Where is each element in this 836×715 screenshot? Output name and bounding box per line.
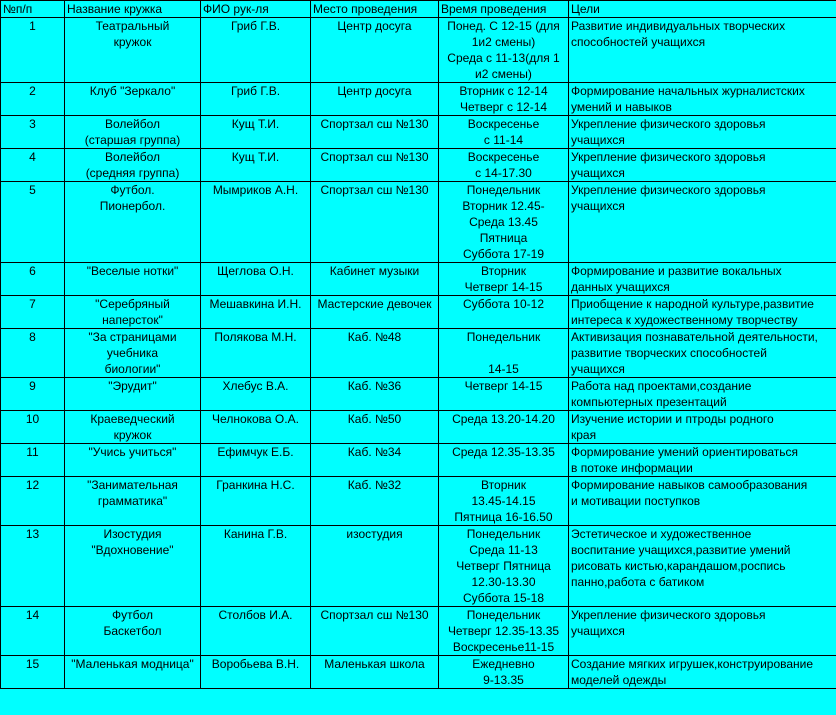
row-number: 6 — [1, 263, 65, 296]
leader-cell: Столбов И.А. — [201, 607, 311, 656]
row-number: 15 — [1, 656, 65, 689]
table-row — [1, 378, 836, 411]
leader-cell: Кущ Т.И. — [201, 116, 311, 149]
row-number: 1 — [1, 18, 65, 83]
table-row — [1, 182, 836, 263]
place-cell: Спортзал сш №130 — [311, 116, 439, 149]
place-cell: Маленькая школа — [311, 656, 439, 689]
club-name-cell: "Занимательная грамматика" — [65, 477, 201, 526]
table-row — [1, 263, 836, 296]
club-name-cell: "Эрудит" — [65, 378, 201, 411]
leader-cell: Канина Г.В. — [201, 526, 311, 607]
row-number: 7 — [1, 296, 65, 329]
header-row — [1, 1, 836, 18]
header-time: Время проведения — [439, 1, 569, 18]
goal-cell: Укрепление физического здоровья учащихся — [569, 149, 836, 182]
header-leader: ФИО рук-ля — [201, 1, 311, 18]
time-cell: Понед. С 12-15 (для 1и2 смены) Среда с 11-13(для 1 и2 смены) — [439, 18, 569, 83]
time-cell: Вторник Четверг 14-15 — [439, 263, 569, 296]
place-cell: изостудия — [311, 526, 439, 607]
club-name-cell: Волейбол (старшая группа) — [65, 116, 201, 149]
goal-cell: Формирование навыков самообразования и мотивации поступков — [569, 477, 836, 526]
goal-cell: Развитие индивидуальных творческих способностей учащихся — [569, 18, 836, 83]
club-name-cell: "Веселые нотки" — [65, 263, 201, 296]
time-cell: Четверг 14-15 — [439, 378, 569, 411]
club-name-cell: "За страницами учебника биологии" — [65, 329, 201, 378]
leader-cell: Гранкина Н.С. — [201, 477, 311, 526]
time-cell: Суббота 10-12 — [439, 296, 569, 329]
row-number: 12 — [1, 477, 65, 526]
goal-cell: Активизация познавательной деятельности, развитие творческих способностей учащихся — [569, 329, 836, 378]
time-cell: Вторник 13.45-14.15 Пятница 16-16.50 — [439, 477, 569, 526]
row-number: 10 — [1, 411, 65, 444]
table-row — [1, 329, 836, 378]
time-cell: Воскресенье с 14-17.30 — [439, 149, 569, 182]
header-place: Место проведения — [311, 1, 439, 18]
club-name-cell: Футбол. Пионербол. — [65, 182, 201, 263]
goal-cell: Формирование и развитие вокальных данных учащихся — [569, 263, 836, 296]
club-name-cell: Волейбол (средняя группа) — [65, 149, 201, 182]
table-row — [1, 83, 836, 116]
goal-cell: Создание мягких игрушек,конструирование моделей одежды — [569, 656, 836, 689]
place-cell: Каб. №36 — [311, 378, 439, 411]
table-row — [1, 656, 836, 689]
row-number: 11 — [1, 444, 65, 477]
club-name-cell: Футбол Баскетбол — [65, 607, 201, 656]
place-cell: Мастерские девочек — [311, 296, 439, 329]
leader-cell: Челнокова О.А. — [201, 411, 311, 444]
row-number: 8 — [1, 329, 65, 378]
goal-cell: Укрепление физического здоровья учащихся — [569, 607, 836, 656]
leader-cell: Гриб Г.В. — [201, 18, 311, 83]
goal-cell: Изучение истории и птроды родного края — [569, 411, 836, 444]
place-cell: Центр досуга — [311, 83, 439, 116]
leader-cell: Воробьева В.Н. — [201, 656, 311, 689]
club-name-cell: "Серебряный наперсток" — [65, 296, 201, 329]
time-cell: Понедельник Вторник 12.45- Среда 13.45 Пятница Суббота 17-19 — [439, 182, 569, 263]
time-cell: Вторник с 12-14 Четверг с 12-14 — [439, 83, 569, 116]
place-cell: Каб. №50 — [311, 411, 439, 444]
club-name-cell: Театральный кружок — [65, 18, 201, 83]
time-cell: Воскресенье с 11-14 — [439, 116, 569, 149]
place-cell: Каб. №34 — [311, 444, 439, 477]
leader-cell: Хлебус В.А. — [201, 378, 311, 411]
club-name-cell: "Учись учиться" — [65, 444, 201, 477]
goal-cell: Приобщение к народной культуре,развитие интереса к художественному творчеству — [569, 296, 836, 329]
place-cell: Каб. №32 — [311, 477, 439, 526]
leader-cell: Мымриков А.Н. — [201, 182, 311, 263]
goal-cell: Укрепление физического здоровья учащихся — [569, 116, 836, 149]
table-row — [1, 149, 836, 182]
goal-cell: Укрепление физического здоровья учащихся — [569, 182, 836, 263]
place-cell: Кабинет музыки — [311, 263, 439, 296]
time-cell: Ежедневно 9-13.35 — [439, 656, 569, 689]
time-cell: Среда 12.35-13.35 — [439, 444, 569, 477]
row-number: 13 — [1, 526, 65, 607]
goal-cell: Работа над проектами,создание компьютерных презентаций — [569, 378, 836, 411]
goal-cell: Формирование начальных журналистских умений и навыков — [569, 83, 836, 116]
time-cell: Понедельник 14-15 — [439, 329, 569, 378]
leader-cell: Полякова М.Н. — [201, 329, 311, 378]
leader-cell: Ефимчук Е.Б. — [201, 444, 311, 477]
row-number: 5 — [1, 182, 65, 263]
row-number: 9 — [1, 378, 65, 411]
place-cell: Спортзал сш №130 — [311, 149, 439, 182]
table-row — [1, 18, 836, 83]
header-number: №п/п — [1, 1, 65, 18]
table-row — [1, 296, 836, 329]
table-row — [1, 526, 836, 607]
row-number: 14 — [1, 607, 65, 656]
place-cell: Спортзал сш №130 — [311, 607, 439, 656]
place-cell: Спортзал сш №130 — [311, 182, 439, 263]
table-row — [1, 411, 836, 444]
row-number: 2 — [1, 83, 65, 116]
time-cell: Понедельник Среда 11-13 Четверг Пятница 12.30-13.30 Суббота 15-18 — [439, 526, 569, 607]
row-number: 4 — [1, 149, 65, 182]
table-row — [1, 607, 836, 656]
leader-cell: Гриб Г.В. — [201, 83, 311, 116]
leader-cell: Кущ Т.И. — [201, 149, 311, 182]
row-number: 3 — [1, 116, 65, 149]
place-cell: Каб. №48 — [311, 329, 439, 378]
leader-cell: Мешавкина И.Н. — [201, 296, 311, 329]
club-name-cell: Краеведческий кружок — [65, 411, 201, 444]
club-name-cell: "Маленькая модница" — [65, 656, 201, 689]
goal-cell: Формирование умений ориентироваться в потоке информации — [569, 444, 836, 477]
goal-cell: Эстетическое и художественное воспитание учащихся,развитие умений рисовать кистью,карандашом,роспись панно,работа с батиком — [569, 526, 836, 607]
club-name-cell: Изостудия "Вдохновение" — [65, 526, 201, 607]
time-cell: Понедельник Четверг 12.35-13.35 Воскресенье11-15 — [439, 607, 569, 656]
header-club-name: Название кружка — [65, 1, 201, 18]
table-row — [1, 116, 836, 149]
time-cell: Среда 13.20-14.20 — [439, 411, 569, 444]
leader-cell: Щеглова О.Н. — [201, 263, 311, 296]
table-row — [1, 477, 836, 526]
place-cell: Центр досуга — [311, 18, 439, 83]
header-goals: Цели — [569, 1, 836, 18]
club-name-cell: Клуб "Зеркало" — [65, 83, 201, 116]
table-row — [1, 444, 836, 477]
